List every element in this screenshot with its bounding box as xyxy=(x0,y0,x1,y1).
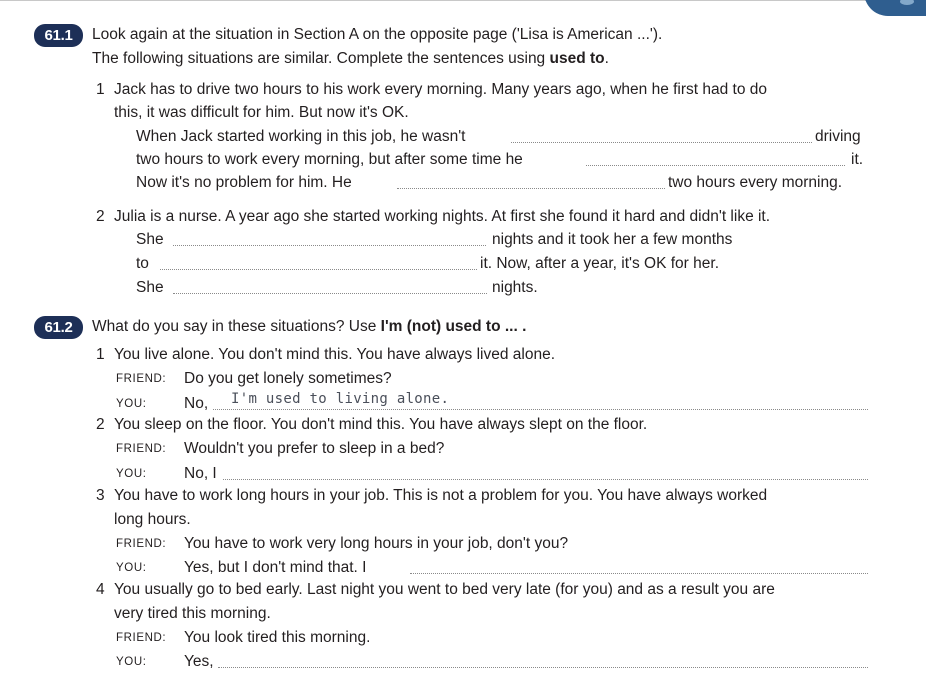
question-text: long hours. xyxy=(114,511,191,528)
friend-line: You look tired this morning. xyxy=(184,629,371,646)
speaker-label-you: YOU: xyxy=(116,656,147,668)
instruction-line-1: Look again at the situation in Section A on the opposite page ('Lisa is American ...'). xyxy=(92,26,663,43)
instruction-keyword: used to xyxy=(549,50,605,67)
question-text: You usually go to bed early. Last night you went to bed very late (for you) and as a result you are xyxy=(114,581,775,598)
question-number: 1 xyxy=(96,346,105,363)
question-text: You have to work long hours in your job. This is not a problem for you. You have always worked xyxy=(114,487,768,504)
you-line: Yes, but I don't mind that. I xyxy=(184,559,367,576)
speaker-label-you: YOU: xyxy=(116,398,147,410)
you-line: No, xyxy=(184,395,209,412)
you-line: No, I xyxy=(184,465,217,482)
friend-line: Do you get lonely sometimes? xyxy=(184,370,392,387)
instruction-line-2: The following situations are similar. Complete the sentences using used to. xyxy=(92,50,609,67)
answer-prefix: She xyxy=(136,279,164,296)
answer-blank[interactable] xyxy=(173,293,487,294)
speaker-label-friend: FRIEND: xyxy=(116,373,167,385)
question-number: 2 xyxy=(96,416,105,433)
answer-blank[interactable] xyxy=(397,188,665,189)
question-text: Jack has to drive two hours to his work every morning. Many years ago, when he first had to do xyxy=(114,81,768,98)
speaker-label-friend: FRIEND: xyxy=(116,443,167,455)
question-number: 3 xyxy=(96,487,105,504)
exercise-badge-61-1: 61.1 xyxy=(34,24,83,47)
question-number: 2 xyxy=(96,208,105,225)
answer-blank[interactable] xyxy=(410,573,868,574)
question-text: very tired this morning. xyxy=(114,605,271,622)
answer-blank[interactable] xyxy=(213,409,868,410)
answer-blank[interactable] xyxy=(223,479,868,480)
answer-suffix: it. xyxy=(851,151,864,168)
answer-blank[interactable] xyxy=(160,269,477,270)
example-answer: I'm used to living alone. xyxy=(231,391,450,407)
answer-prefix: two hours to work every morning, but after some time he xyxy=(136,151,523,168)
question-number: 4 xyxy=(96,581,105,598)
instruction-line: What do you say in these situations? Use I'm (not) used to ... . xyxy=(92,318,527,335)
answer-blank[interactable] xyxy=(511,142,812,143)
answer-prefix: to xyxy=(136,255,149,272)
question-text: Julia is a nurse. A year ago she started working nights. At first she found it hard and didn't like it. xyxy=(114,208,771,225)
question-text: You live alone. You don't mind this. You have always lived alone. xyxy=(114,346,556,363)
answer-suffix: two hours every morning. xyxy=(668,174,843,191)
answer-prefix: She xyxy=(136,231,164,248)
question-text: You sleep on the floor. You don't mind this. You have always slept on the floor. xyxy=(114,416,648,433)
answer-suffix: nights. xyxy=(492,279,538,296)
friend-line: Wouldn't you prefer to sleep in a bed? xyxy=(184,440,445,457)
answer-suffix: it. Now, after a year, it's OK for her. xyxy=(480,255,720,272)
top-rule xyxy=(0,0,926,1)
question-number: 1 xyxy=(96,81,105,98)
speaker-label-friend: FRIEND: xyxy=(116,538,167,550)
answer-suffix: driving xyxy=(815,128,861,145)
friend-line: You have to work very long hours in your job, don't you? xyxy=(184,535,569,552)
answer-blank[interactable] xyxy=(218,667,868,668)
speaker-label-you: YOU: xyxy=(116,468,147,480)
answer-suffix: nights and it took her a few months xyxy=(492,231,733,248)
exercise-badge-61-2: 61.2 xyxy=(34,316,83,339)
answer-blank[interactable] xyxy=(586,165,845,166)
speaker-label-friend: FRIEND: xyxy=(116,632,167,644)
speaker-label-you: YOU: xyxy=(116,562,147,574)
question-text: this, it was difficult for him. But now it's OK. xyxy=(114,104,409,121)
answer-blank[interactable] xyxy=(173,245,486,246)
you-line: Yes, xyxy=(184,653,214,670)
instruction-keyword: I'm (not) used to xyxy=(380,318,501,335)
answer-prefix: When Jack started working in this job, he wasn't xyxy=(136,128,466,145)
answer-prefix: Now it's no problem for him. He xyxy=(136,174,352,191)
page-corner-tab xyxy=(864,0,926,16)
